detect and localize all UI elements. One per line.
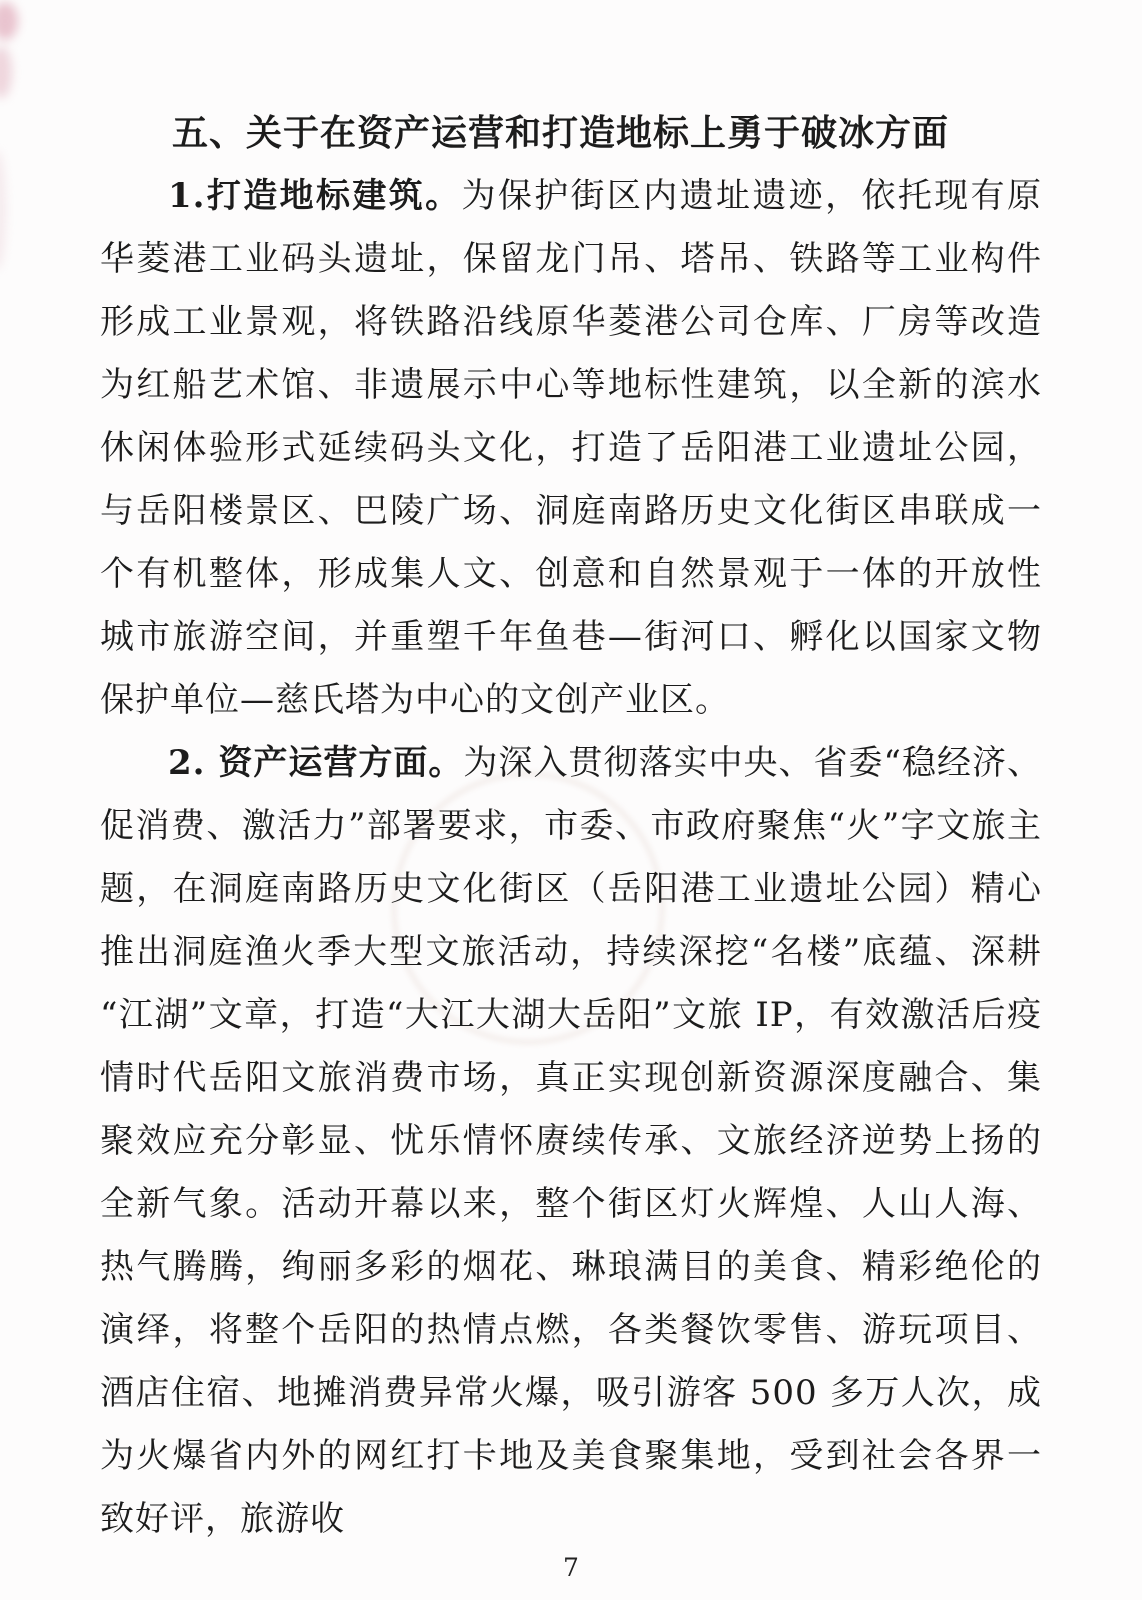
paragraph [100,165,1042,732]
scan-ink-smudge [0,150,6,270]
page-number: 7 [563,1553,579,1582]
paragraph-lead: 1.打造地标建筑。 [168,176,462,216]
section-heading: 五、关于在资产运营和打造地标上勇于破冰方面 [172,113,950,154]
scan-ink-smudge [0,2,18,40]
paragraph-lead: 2. 资产运营方面。 [168,743,464,783]
paragraph [100,732,1042,1551]
paragraph-text: 为保护街区内遗址遗迹，依托现有原华菱港工业码头遗址，保留龙门吊、塔吊、铁路等工业构件形成工业景观，将铁路沿线原华菱港公司仓库、厂房等改造为红船艺术馆、非遗展示中心等地标性建筑，以全新的滨水休闲体验形式延续码头文化，打造了岳阳港工业遗址公园，与岳阳楼景区、巴陵广场、洞庭南路历史文化街区串联成一个有机整体，形成集人文、创意和自然景观于一体的开放性城市旅游空间，并重塑千年鱼巷—街河口、孵化以国家文物保护单位—慈氏塔为中心的文创产业区。 [100,176,1042,720]
scan-ink-smudge [0,46,12,98]
paragraph-text: 为深入贯彻落实中央、省委“稳经济、促消费、激活力”部署要求，市委、市政府聚焦“火”字文旅主题，在洞庭南路历史文化街区（岳阳港工业遗址公园）精心推出洞庭渔火季大型文旅活动，持续深挖“名楼”底蕴、深耕“江湖”文章，打造“大江大湖大岳阳”文旅 IP，有效激活后疫情时代岳阳文旅消费市场，真正实现创新资源深度融合、集聚效应充分彰显、忧乐情怀赓续传承、文旅经济逆势上扬的全新气象。活动开幕以来，整个街区灯火辉煌、人山人海、热气腾腾，绚丽多彩的烟花、琳琅满目的美食、精彩绝伦的演绎，将整个岳阳的热情点燃，各类餐饮零售、游玩项目、酒店住宿、地摊消费异常火爆，吸引游客 500 多万人次，成为火爆省内外的网红打卡地及美食聚集地，受到社会各界一致好评，旅游收 [100,743,1042,1539]
document-body [100,102,1042,1551]
